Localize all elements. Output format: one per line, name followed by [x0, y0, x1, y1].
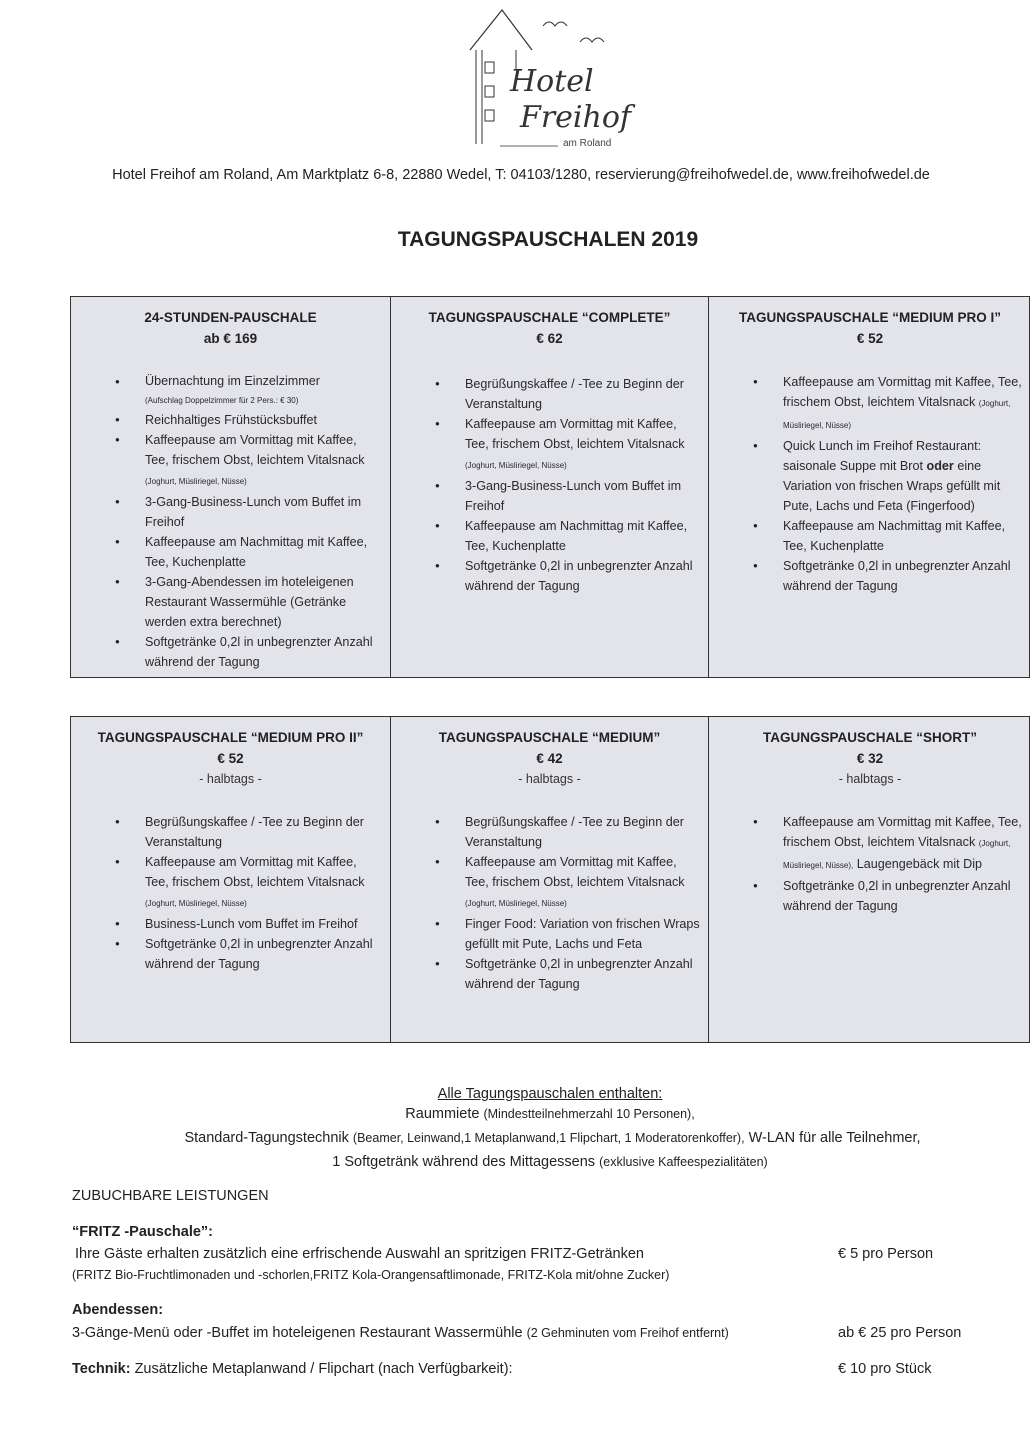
package-items: [709, 812, 1031, 916]
tech-price: € 10 pro Stück: [838, 1361, 932, 1377]
package-price: € 62: [536, 331, 563, 346]
package-halftime-note: - halbtags -: [838, 772, 902, 786]
package-name: 24-STUNDEN-PAUSCHALE: [144, 310, 317, 325]
package-items: [709, 372, 1031, 596]
package-name: TAGUNGSPAUSCHALE “COMPLETE”: [428, 310, 671, 325]
list-item: ● Begrüßungskaffee / -Tee zu Beginn der Veranstaltung: [391, 374, 708, 414]
package-halftime-note: - halbtags -: [199, 772, 262, 786]
list-item: ● 3-Gang-Abendessen im hoteleigenen Restaurant Wassermühle (Getränke werden extra berechnet): [71, 572, 390, 632]
fritz-price: € 5 pro Person: [838, 1246, 934, 1262]
fritz-text: Ihre Gäste erhalten zusätzlich eine erfrischende Auswahl an spritzigen FRITZ-Getränken: [75, 1246, 644, 1262]
included-line-1: Raummiete (Mindestteilnehmerzahl 10 Personen),: [405, 1106, 695, 1122]
list-item: ● Business-Lunch vom Buffet im Freihof: [71, 914, 390, 934]
list-item: ● Kaffeepause am Vormittag mit Kaffee, Tee, frischem Obst, leichtem Vitalsnack (Joghurt, Müsliriegel, Nüsse): [71, 852, 390, 914]
logo-text-hotel: Hotel: [510, 64, 594, 99]
package-card-medium: [391, 717, 709, 1042]
included-heading: Alle Tagungspauschalen enthalten:: [437, 1086, 663, 1102]
package-price: € 32: [856, 751, 884, 766]
package-halftime-note: - halbtags -: [518, 772, 581, 786]
package-items: [71, 812, 390, 974]
list-item: ● Kaffeepause am Nachmittag mit Kaffee, Tee, Kuchenplatte: [391, 516, 708, 556]
package-price: € 52: [217, 751, 244, 766]
list-item: ● Übernachtung im Einzelzimmer (Aufschlag Doppelzimmer für 2 Pers.: € 30): [71, 372, 390, 410]
fritz-note: (FRITZ Bio-Fruchtlimonaden und -schorlen,FRITZ Kola-Orangensaftlimonade, FRITZ-Kola mit/ohne Zucker): [72, 1268, 670, 1282]
list-item: ● Finger Food: Variation von frischen Wraps gefüllt mit Pute, Lachs und Feta: [391, 914, 708, 954]
list-item: ● Kaffeepause am Nachmittag mit Kaffee, Tee, Kuchenplatte: [71, 532, 390, 572]
logo-text-freihof: Freihof: [520, 100, 631, 135]
package-name: TAGUNGSPAUSCHALE “MEDIUM PRO II”: [97, 730, 364, 745]
package-table-row-1: [70, 296, 1030, 678]
hotel-logo: [460, 6, 650, 154]
package-name: TAGUNGSPAUSCHALE “MEDIUM”: [438, 730, 661, 745]
list-item: ● Softgetränke 0,2l in unbegrenzter Anzahl während der Tagung: [391, 556, 708, 596]
logo-text-sub: am Roland: [563, 138, 612, 149]
list-item: ● Kaffeepause am Nachmittag mit Kaffee, Tee, Kuchenplatte: [709, 516, 1031, 556]
list-item: ● Quick Lunch im Freihof Restaurant: saisonale Suppe mit Brot oder eine Variation von frischen Wraps gefüllt mit Pute, Lachs und Feta (Fingerfood): [709, 436, 1031, 516]
list-item: ● Softgetränke 0,2l in unbegrenzter Anzahl während der Tagung: [71, 632, 390, 672]
list-item: ● Softgetränke 0,2l in unbegrenzter Anzahl während der Tagung: [709, 876, 1031, 916]
package-card-medium-pro-2: [71, 717, 391, 1042]
list-item: ● 3-Gang-Business-Lunch vom Buffet im Freihof: [391, 476, 708, 516]
package-price: ab € 169: [203, 331, 258, 346]
package-items: [71, 372, 390, 672]
list-item: ● Softgetränke 0,2l in unbegrenzter Anzahl während der Tagung: [71, 934, 390, 974]
list-item: ● Reichhaltiges Frühstücksbuffet: [71, 410, 390, 430]
contact-line: Hotel Freihof am Roland, Am Marktplatz 6-8, 22880 Wedel, T: 04103/1280, reservierung@freihofwedel.de, www.freihofwedel.de: [112, 167, 930, 183]
list-item: ● Softgetränke 0,2l in unbegrenzter Anzahl während der Tagung: [709, 556, 1031, 596]
package-items: [391, 812, 708, 994]
list-item: ● Kaffeepause am Vormittag mit Kaffee, Tee, frischem Obst, leichtem Vitalsnack (Joghurt, Müsliriegel, Nüsse), Laugengebäck mit Dip: [709, 812, 1031, 876]
extras-heading: ZUBUCHBARE LEISTUNGEN: [72, 1188, 269, 1204]
package-name: TAGUNGSPAUSCHALE “SHORT”: [762, 730, 977, 745]
package-name: TAGUNGSPAUSCHALE “MEDIUM PRO I”: [738, 310, 1001, 325]
list-item: ● Begrüßungskaffee / -Tee zu Beginn der Veranstaltung: [391, 812, 708, 852]
dinner-text: 3-Gänge-Menü oder -Buffet im hoteleigenen Restaurant Wassermühle (2 Gehminuten vom Freihof entfernt): [72, 1325, 729, 1341]
included-line-3: 1 Softgetränk während des Mittagessens (exklusive Kaffeespezialitäten): [332, 1154, 768, 1170]
package-price: € 42: [536, 751, 563, 766]
dinner-price: ab € 25 pro Person: [838, 1325, 962, 1341]
list-item: ● Kaffeepause am Vormittag mit Kaffee, Tee, frischem Obst, leichtem Vitalsnack (Joghurt, Müsliriegel, Nüsse): [391, 852, 708, 914]
page-title: TAGUNGSPAUSCHALEN 2019: [397, 228, 699, 251]
package-table-row-2: [70, 716, 1030, 1043]
list-item: ● Kaffeepause am Vormittag mit Kaffee, Tee, frischem Obst, leichtem Vitalsnack (Joghurt, Müsliriegel, Nüsse): [71, 430, 390, 492]
package-items: [391, 374, 708, 596]
tech-line: Technik: Zusätzliche Metaplanwand / Flipchart (nach Verfügbarkeit):: [72, 1361, 513, 1377]
included-line-2: Standard-Tagungstechnik (Beamer, Leinwand,1 Metaplanwand,1 Flipchart, 1 Moderatorenkoffer), W-LAN für alle Teilnehmer,: [184, 1130, 921, 1146]
list-item: ● Kaffeepause am Vormittag mit Kaffee, Tee, frischem Obst, leichtem Vitalsnack (Joghurt, Müsliriegel, Nüsse): [709, 372, 1031, 436]
package-price: € 52: [856, 331, 884, 346]
package-card-short: [709, 717, 1031, 1042]
fritz-title: “FRITZ -Pauschale”:: [72, 1224, 213, 1240]
list-item: ● Softgetränke 0,2l in unbegrenzter Anzahl während der Tagung: [391, 954, 708, 994]
package-card-complete: [391, 297, 709, 677]
list-item: ● 3-Gang-Business-Lunch vom Buffet im Freihof: [71, 492, 390, 532]
dinner-title: Abendessen:: [72, 1302, 164, 1318]
package-card-24h: [71, 297, 391, 677]
package-card-medium-pro-1: [709, 297, 1031, 677]
list-item: ● Kaffeepause am Vormittag mit Kaffee, Tee, frischem Obst, leichtem Vitalsnack (Joghurt, Müsliriegel, Nüsse): [391, 414, 708, 476]
list-item: ● Begrüßungskaffee / -Tee zu Beginn der Veranstaltung: [71, 812, 390, 852]
